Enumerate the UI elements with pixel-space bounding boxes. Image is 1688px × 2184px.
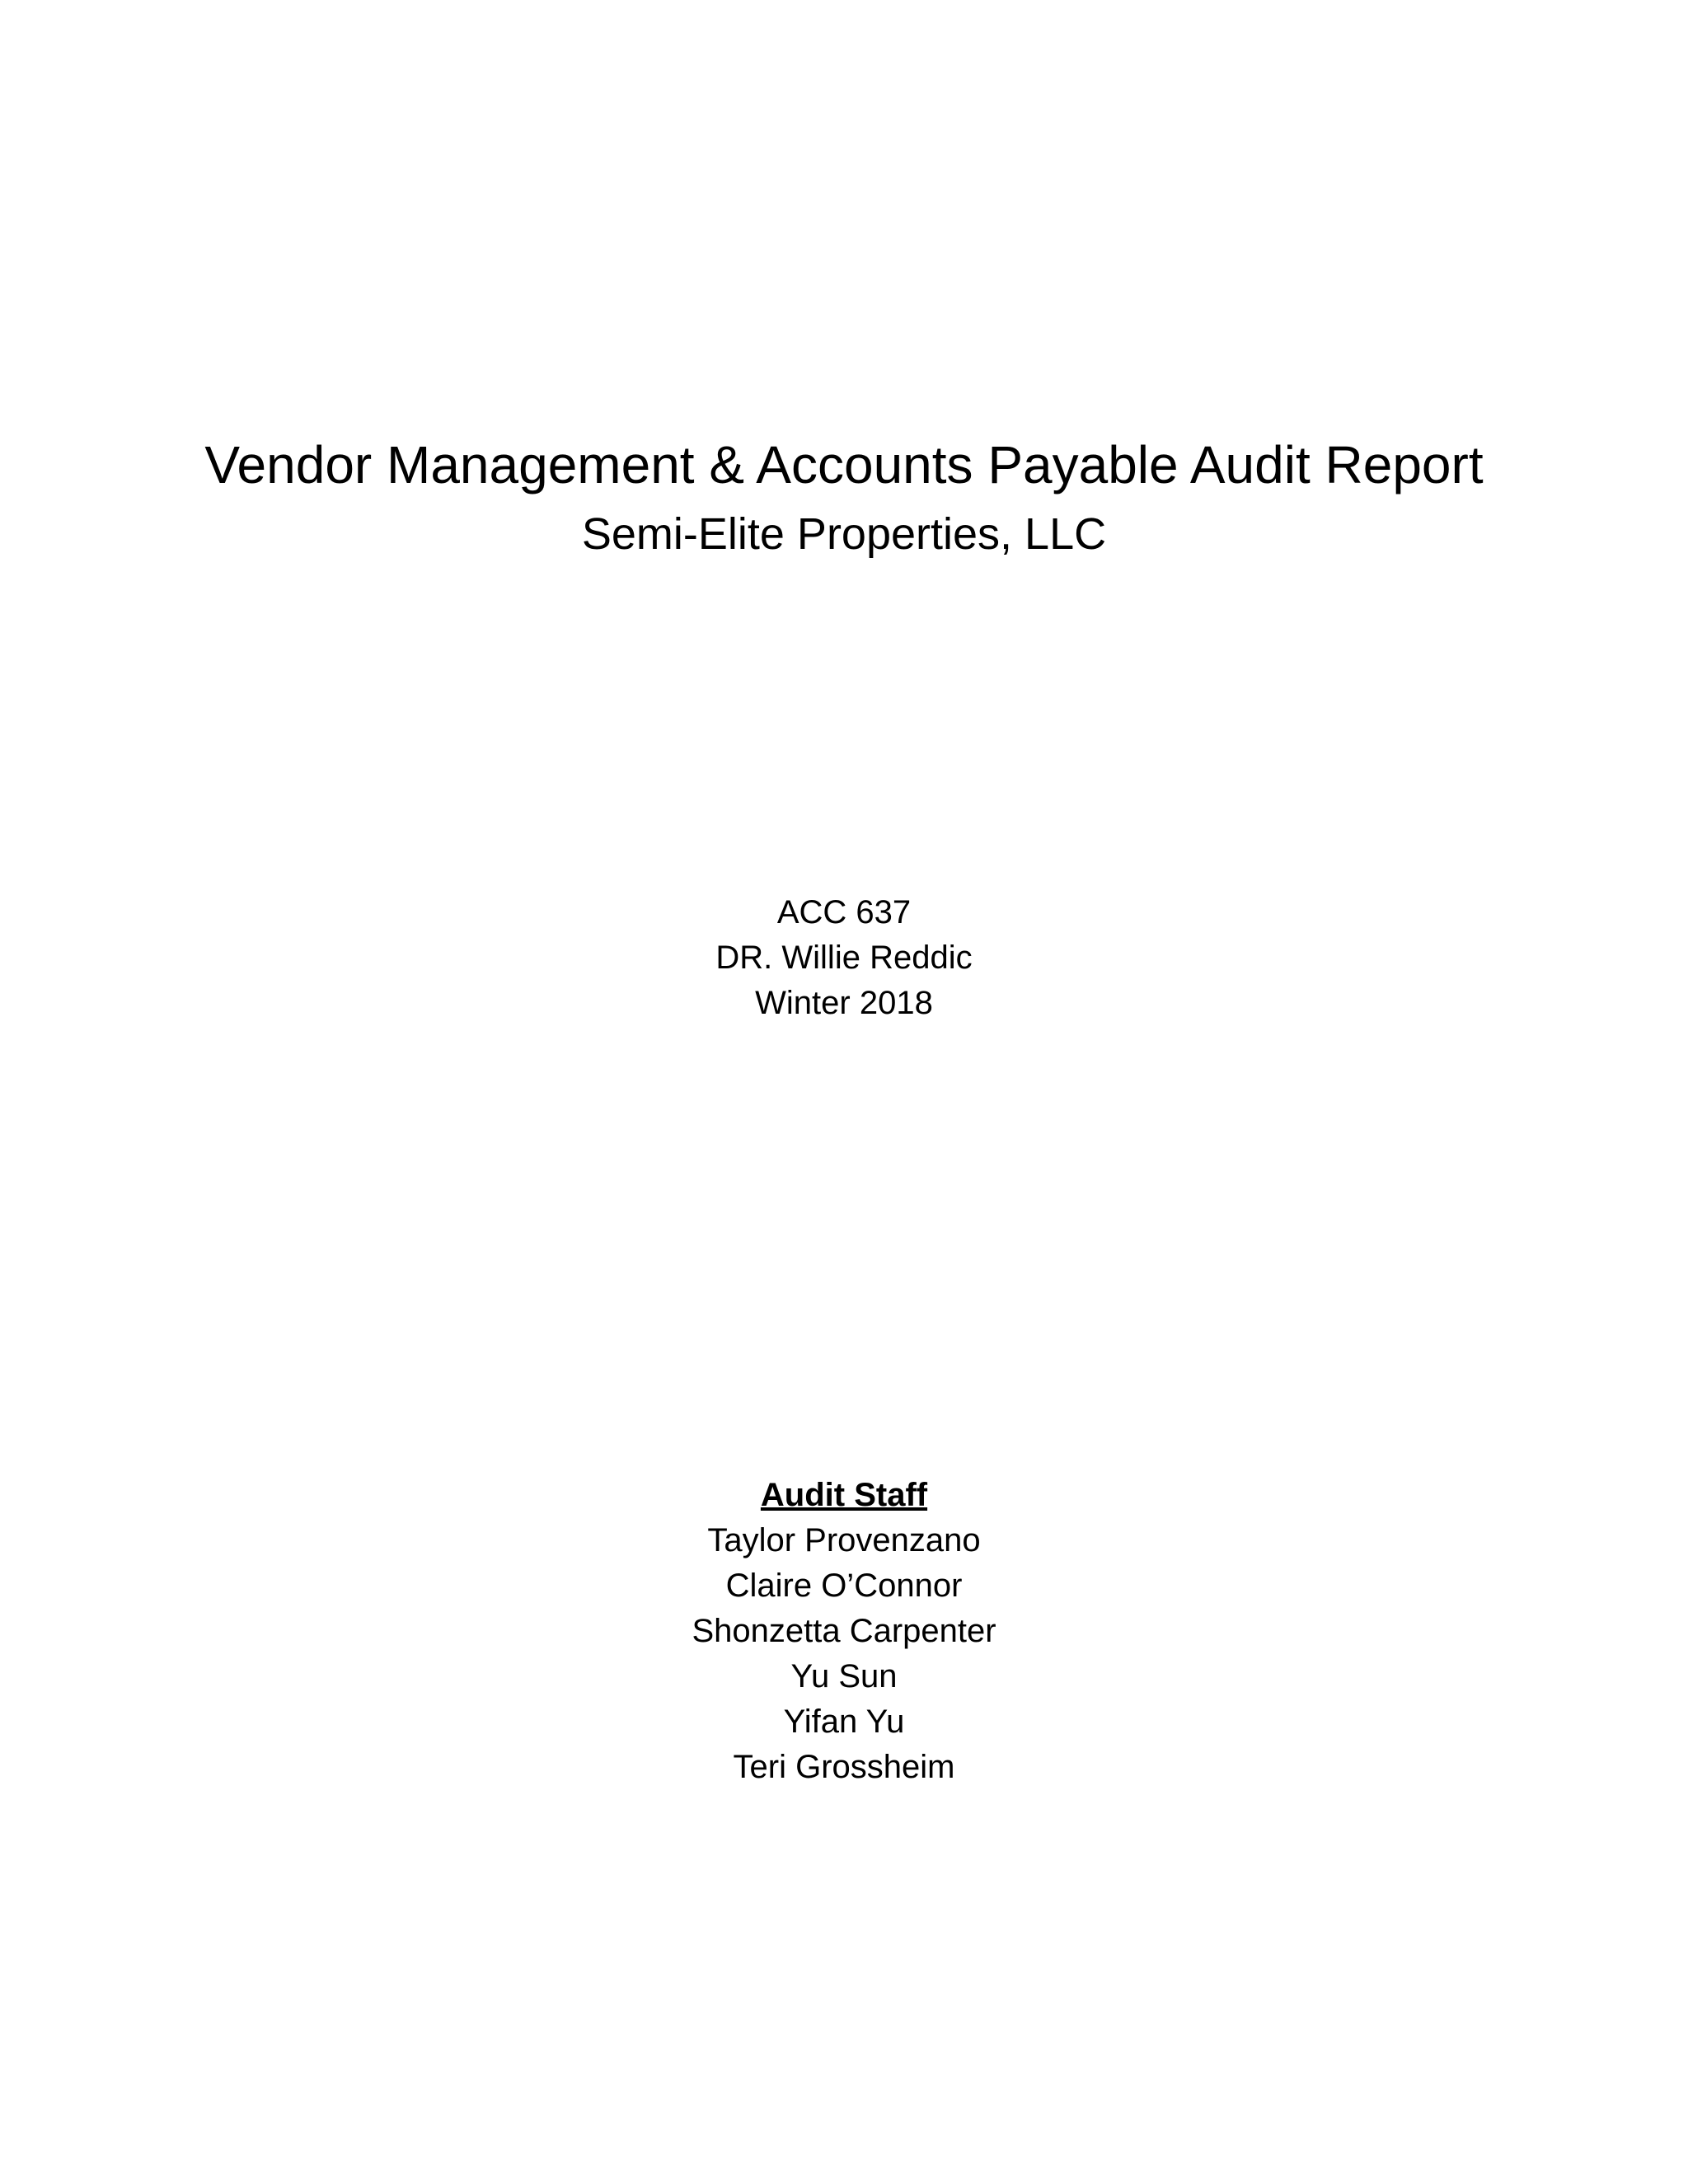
- instructor-name: DR. Willie Reddic: [715, 940, 973, 976]
- course-code: ACC 637: [776, 894, 912, 930]
- staff-member: Shonzetta Carpenter: [692, 1613, 996, 1649]
- audit-staff-section: [0, 1473, 1688, 1790]
- course-term: Winter 2018: [755, 985, 933, 1021]
- staff-member: Taylor Provenzano: [707, 1522, 981, 1558]
- staff-member: Yifan Yu: [783, 1704, 905, 1740]
- staff-member: Claire O’Connor: [725, 1568, 963, 1604]
- company-name: Semi-Elite Properties, LLC: [581, 509, 1107, 559]
- audit-staff-heading: Audit Staff: [760, 1477, 928, 1513]
- report-title: Vendor Management & Accounts Payable Audit Report: [204, 435, 1484, 494]
- staff-member: Teri Grossheim: [733, 1749, 955, 1785]
- course-info: [0, 890, 1688, 1026]
- staff-member: Yu Sun: [790, 1658, 898, 1694]
